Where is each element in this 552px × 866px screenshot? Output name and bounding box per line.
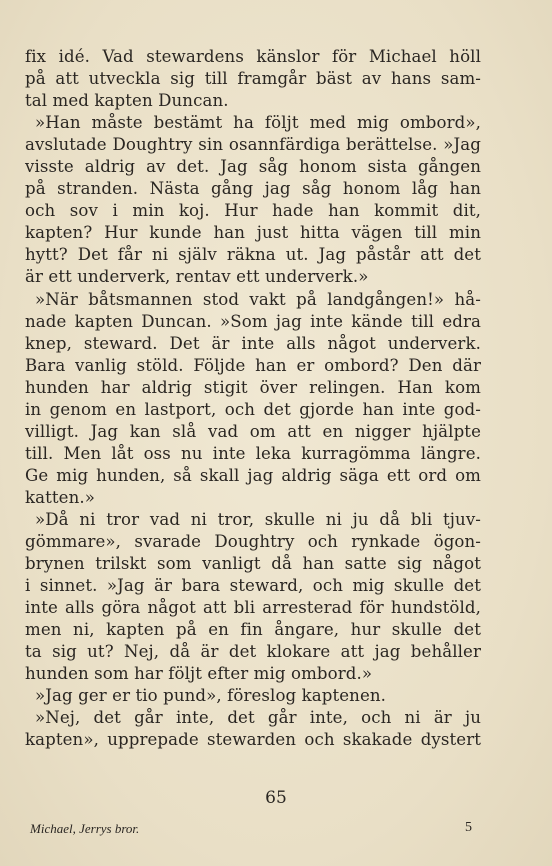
text-line: hunden som har följt efter mig ombord.» <box>25 664 373 684</box>
text-line: på stranden. Nästa gång jag såg honom låg han <box>25 179 481 199</box>
footer-signature-mark: 5 <box>465 820 472 835</box>
text-line: men ni, kapten på en fin ångare, hur skulle det <box>25 620 481 640</box>
text-line: »Han måste bestämt ha följt med mig ombord», <box>35 113 481 133</box>
text-line: knep, steward. Det är inte alls något underverk. <box>25 333 481 353</box>
text-line: visste aldrig av det. Jag såg honom sista gången <box>25 157 481 177</box>
text-line: i sinnet. »Jag är bara steward, och mig skulle det <box>25 576 481 596</box>
text-line: villigt. Jag kan slå vad om att en nigger hjälpte <box>25 421 481 441</box>
text-line: ta sig ut? Nej, då är det klokare att jag behåller <box>25 642 481 662</box>
text-line: »När båtsmannen stod vakt på landgången!» hå- <box>35 289 481 309</box>
text-line: nade kapten Duncan. »Som jag inte kände till edra <box>25 311 481 331</box>
text-line: till. Men låt oss nu inte leka kurragömma längre. <box>25 443 481 463</box>
text-line: avslutade Doughtry sin osannfärdiga berättelse. »Jag <box>25 135 481 155</box>
text-line: »Nej, det går inte, det går inte, och ni är ju <box>35 708 481 728</box>
text-line: hunden har aldrig stigit över relingen. Han kom <box>25 377 481 397</box>
text-line: är ett underverk, rentav ett underverk.» <box>25 267 369 287</box>
text-line: gömmare», svarade Doughtry och rynkade ögon- <box>25 532 481 552</box>
body-text <box>25 46 481 752</box>
text-line: Bara vanlig stöld. Följde han er ombord? Den där <box>25 355 481 375</box>
text-line: tal med kapten Duncan. <box>25 91 229 111</box>
page-number: 65 <box>265 788 287 808</box>
text-line: hytt? Det får ni själv räkna ut. Jag påstår att det <box>25 245 481 265</box>
text-line: »Då ni tror vad ni tror, skulle ni ju då bli tjuv- <box>35 509 481 529</box>
text-line: fix idé. Vad stewardens känslor för Michael höll <box>25 47 481 66</box>
text-line: brynen trilskt som vanligt då han satte sig något <box>25 554 481 574</box>
text-line: kapten», upprepade stewarden och skakade dystert <box>25 730 481 750</box>
text-line: kapten? Hur kunde han just hitta vägen till min <box>25 223 481 243</box>
text-line: och sov i min koj. Hur hade han kommit dit, <box>25 201 481 221</box>
text-line: på att utveckla sig till framgår bäst av hans sam- <box>25 69 481 89</box>
text-line: Ge mig hunden, så skall jag aldrig säga ett ord om <box>25 465 481 485</box>
text-line: katten.» <box>25 487 96 507</box>
text-line: inte alls göra något att bli arresterad för hundstöld, <box>25 598 481 618</box>
text-line: in genom en lastport, och det gjorde han inte god- <box>25 399 481 419</box>
text-line: »Jag ger er tio pund», föreslog kaptenen. <box>35 686 387 706</box>
footer-book-title: Michael, Jerrys bror. <box>30 821 140 836</box>
